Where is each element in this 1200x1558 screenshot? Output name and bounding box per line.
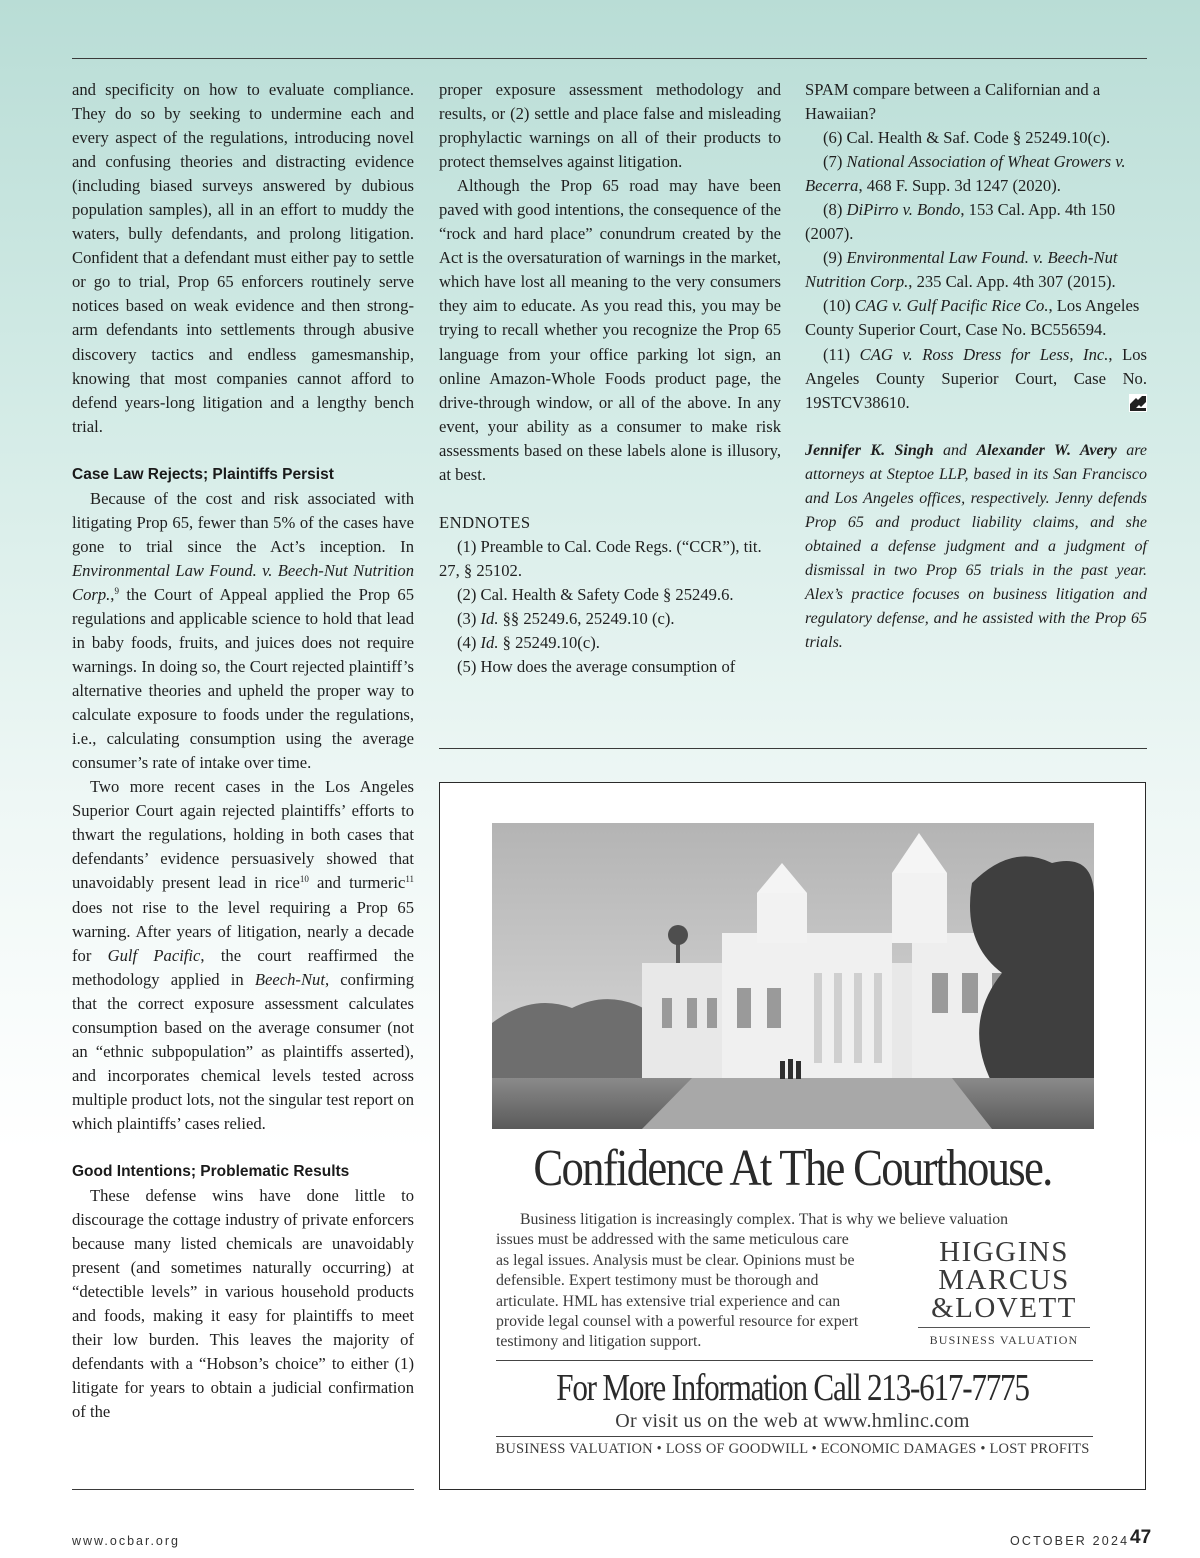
top-rule	[72, 58, 1147, 59]
column-1	[72, 78, 414, 1424]
ad-headline: Confidence At The Courthouse.	[533, 1140, 1052, 1197]
endnote-4: (4) Id. § 25249.10(c).	[457, 633, 600, 653]
hml-logo-line-2: MARCUS	[938, 1264, 1070, 1296]
column-2	[439, 78, 781, 679]
endnote-7: (7) National Association of Wheat Growers v. Becerra, 468 F. Supp. 3d 1247 (2020).	[805, 152, 1126, 196]
author-bio: Jennifer K. Singh and Alexander W. Avery are attorneys at Steptoe LLP, based in its San Francisco and Los Angeles offices, respectively. Jenny defends Prop 65 and product liability claims, and she obtained a defense judgment and a judgment of dismissal in two Prop 65 trials in the past year. Alex’s practice focuses on business litigation and regulatory defense, and he assisted with the Prop 65 trials.	[805, 441, 1148, 651]
footer-date: OCTOBER 2024	[1010, 1534, 1130, 1548]
endnote-11: (11) CAG v. Ross Dress for Less, Inc., Los Angeles County Superior Court, Case No. 19STCV38610.	[805, 344, 1148, 412]
ocba-end-mark-icon	[1129, 394, 1147, 412]
hml-logo-line-3: &LOVETT	[931, 1292, 1077, 1324]
endnote-6: (6) Cal. Health & Saf. Code § 25249.10(c).	[823, 128, 1111, 148]
ad-body-line: articulate. HML has extensive trial experience and can	[496, 1292, 841, 1310]
endnote-9: (9) Environmental Law Found. v. Beech-Nut Nutrition Corp., 235 Cal. App. 4th 307 (2015).	[805, 248, 1118, 292]
ad-divider	[496, 1360, 1093, 1361]
endnote-5: (5) How does the average consumption of	[457, 657, 736, 677]
endnote-8: (8) DiPirro v. Bondo, 153 Cal. App. 4th 150 (2007).	[805, 200, 1116, 244]
endnotes-heading: ENDNOTES	[439, 512, 531, 532]
endnote-2: (2) Cal. Health & Safety Code § 25249.6.	[457, 584, 734, 604]
col2-paragraph-2: Although the Prop 65 road may have been paved with good intentions, the consequence of the “rock and hard place” conundrum created by the Act is the oversaturation of warnings in the market, which have lost all meaning to the very consumers they aim to educate. As you read this, you may be trying to recall whether you recognize the Prop 65 language from your office parking lot sign, an online Amazon-Whole Foods product page, the drive-through window, or all of the above. In any event, your ability as a consumer to make risk assessments based on these labels alone is illusory, at best.	[439, 176, 781, 484]
ad-body-line: testimony and litigation support.	[496, 1333, 702, 1351]
col1-paragraph-4: These defense wins have done little to discourage the cottage industry of private enforcers because many listed chemicals are unavoidably present (and sometimes naturally occurring) at “detectible levels” in various household products and foods, making it easy for plaintiffs to meet their low burden. This leaves the majority of defendants with a “Hobson’s choice” to either (1) litigate for years to obtain a judicial confirmation of the	[72, 1185, 414, 1422]
page-number: 47	[1130, 1527, 1152, 1548]
col2-paragraph-1: proper exposure assessment methodology and results, or (2) settle and place false and misleading prophylactic warnings on all of their products to protect themselves against litigation.	[439, 80, 781, 172]
section-heading-good-intentions: Good Intentions; Problematic Results	[72, 1162, 350, 1180]
ad-body-line: as legal issues. Analysis must be clear. Opinions must be	[496, 1251, 855, 1269]
footnote-ref-9: 9	[114, 585, 119, 596]
col1-paragraph-3: Two more recent cases in the Los Angeles Superior Court again rejected plaintiffs’ efforts to thwart the regulations, holding in both cases that defendants’ evidence persuasively showed that unavoidably present lead in rice$^{10}$ and turmeric$^{11}$ does not rise to the level requiring a Prop 65 warning. After years of litigation, nearly a decade for Gulf Pacific, the court reaffirmed the methodology applied in Beech-Nut, confirming that the correct exposure assessment calculates consumption based on the average consumer (not an “ethnic subpopulation” as plaintiffs asserted), and incorporates chemical levels tested across multiple product lots, not the singular test report on which plaintiffs’ cases relied.	[72, 777, 415, 1133]
endnote-5-continued: SPAM compare between a Californian and a Hawaiian?	[805, 80, 1101, 124]
col1-paragraph-1: and specificity on how to evaluate compliance. They do so by seeking to undermine each and every aspect of the regulations, introducing novel and confusing theories and distracting evidence (including biased surveys answered by dubious population samples), all in an effort to muddy the waters, bully defendants, and prolong litigation. Confident that a defendant must either pay to settle or go to trial, Prop 65 enforcers routinely serve notices based on weak evidence and then strong-arm defendants into settlements through abusive discovery tactics and endless gamesmanship, knowing that most companies cannot afford to defend years-long litigation and a lengthy bench trial.	[72, 80, 414, 436]
ad-phone-callout: For More Information Call 213-617-7775	[556, 1367, 1029, 1409]
footer-url: www.ocbar.org	[72, 1534, 180, 1548]
ad-website-line: Or visit us on the web at www.hmlinc.com	[615, 1410, 970, 1432]
footnote-ref-10: 10	[299, 874, 309, 885]
ad-body-line: issues must be addressed with the same meticulous care	[496, 1231, 849, 1249]
courthouse-photo	[492, 823, 1094, 1129]
ad-body-line: provide legal counsel with a powerful resource for expert	[496, 1313, 859, 1331]
endnote-3: (3) Id. §§ 25249.6, 25249.10 (c).	[457, 608, 675, 628]
section-heading-case-law: Case Law Rejects; Plaintiffs Persist	[72, 465, 334, 483]
hml-logo-tagline: BUSINESS VALUATION	[918, 1327, 1090, 1348]
endnote-10: (10) CAG v. Gulf Pacific Rice Co., Los Angeles County Superior Court, Case No. BC556594.	[805, 296, 1140, 340]
endnote-1: (1) Preamble to Cal. Code Regs. (“CCR”), tit. 27, § 25102.	[439, 536, 762, 580]
footnote-ref-11: 11	[405, 874, 414, 885]
ad-body-line: Business litigation is increasingly complex. That is why we believe valuation	[520, 1211, 1009, 1228]
ad-divider	[496, 1436, 1093, 1437]
ad-top-rule	[439, 748, 1147, 749]
hml-logo-line-1: HIGGINS	[939, 1236, 1069, 1268]
col1-bottom-rule	[72, 1489, 414, 1490]
courthouse-image	[492, 823, 1094, 1129]
ad-body-line: defensible. Expert testimony must be thorough and	[496, 1272, 819, 1290]
col1-paragraph-2: Because of the cost and risk associated with litigating Prop 65, fewer than 5% of the cases have gone to trial since the Act’s inception. In Environmental Law Found. v. Beech-Nut Nutrition Corp.,$^9$ the Court of Appeal applied the Prop 65 regulations and applicable science to hold that lead in baby foods, fruits, and juices does not require warnings. In doing so, the Court rejected plaintiff’s alternative theories and upheld the proper way to calculate exposure to foods under the regulations, i.e., calculating consumption using the average consumer’s rate of intake over time.	[72, 488, 414, 773]
advertisement	[439, 782, 1146, 1490]
hml-logo	[918, 1238, 1090, 1348]
column-3	[805, 78, 1147, 655]
ad-services-line: BUSINESS VALUATION • LOSS OF GOODWILL • ECONOMIC DAMAGES • LOST PROFITS	[495, 1441, 1090, 1457]
